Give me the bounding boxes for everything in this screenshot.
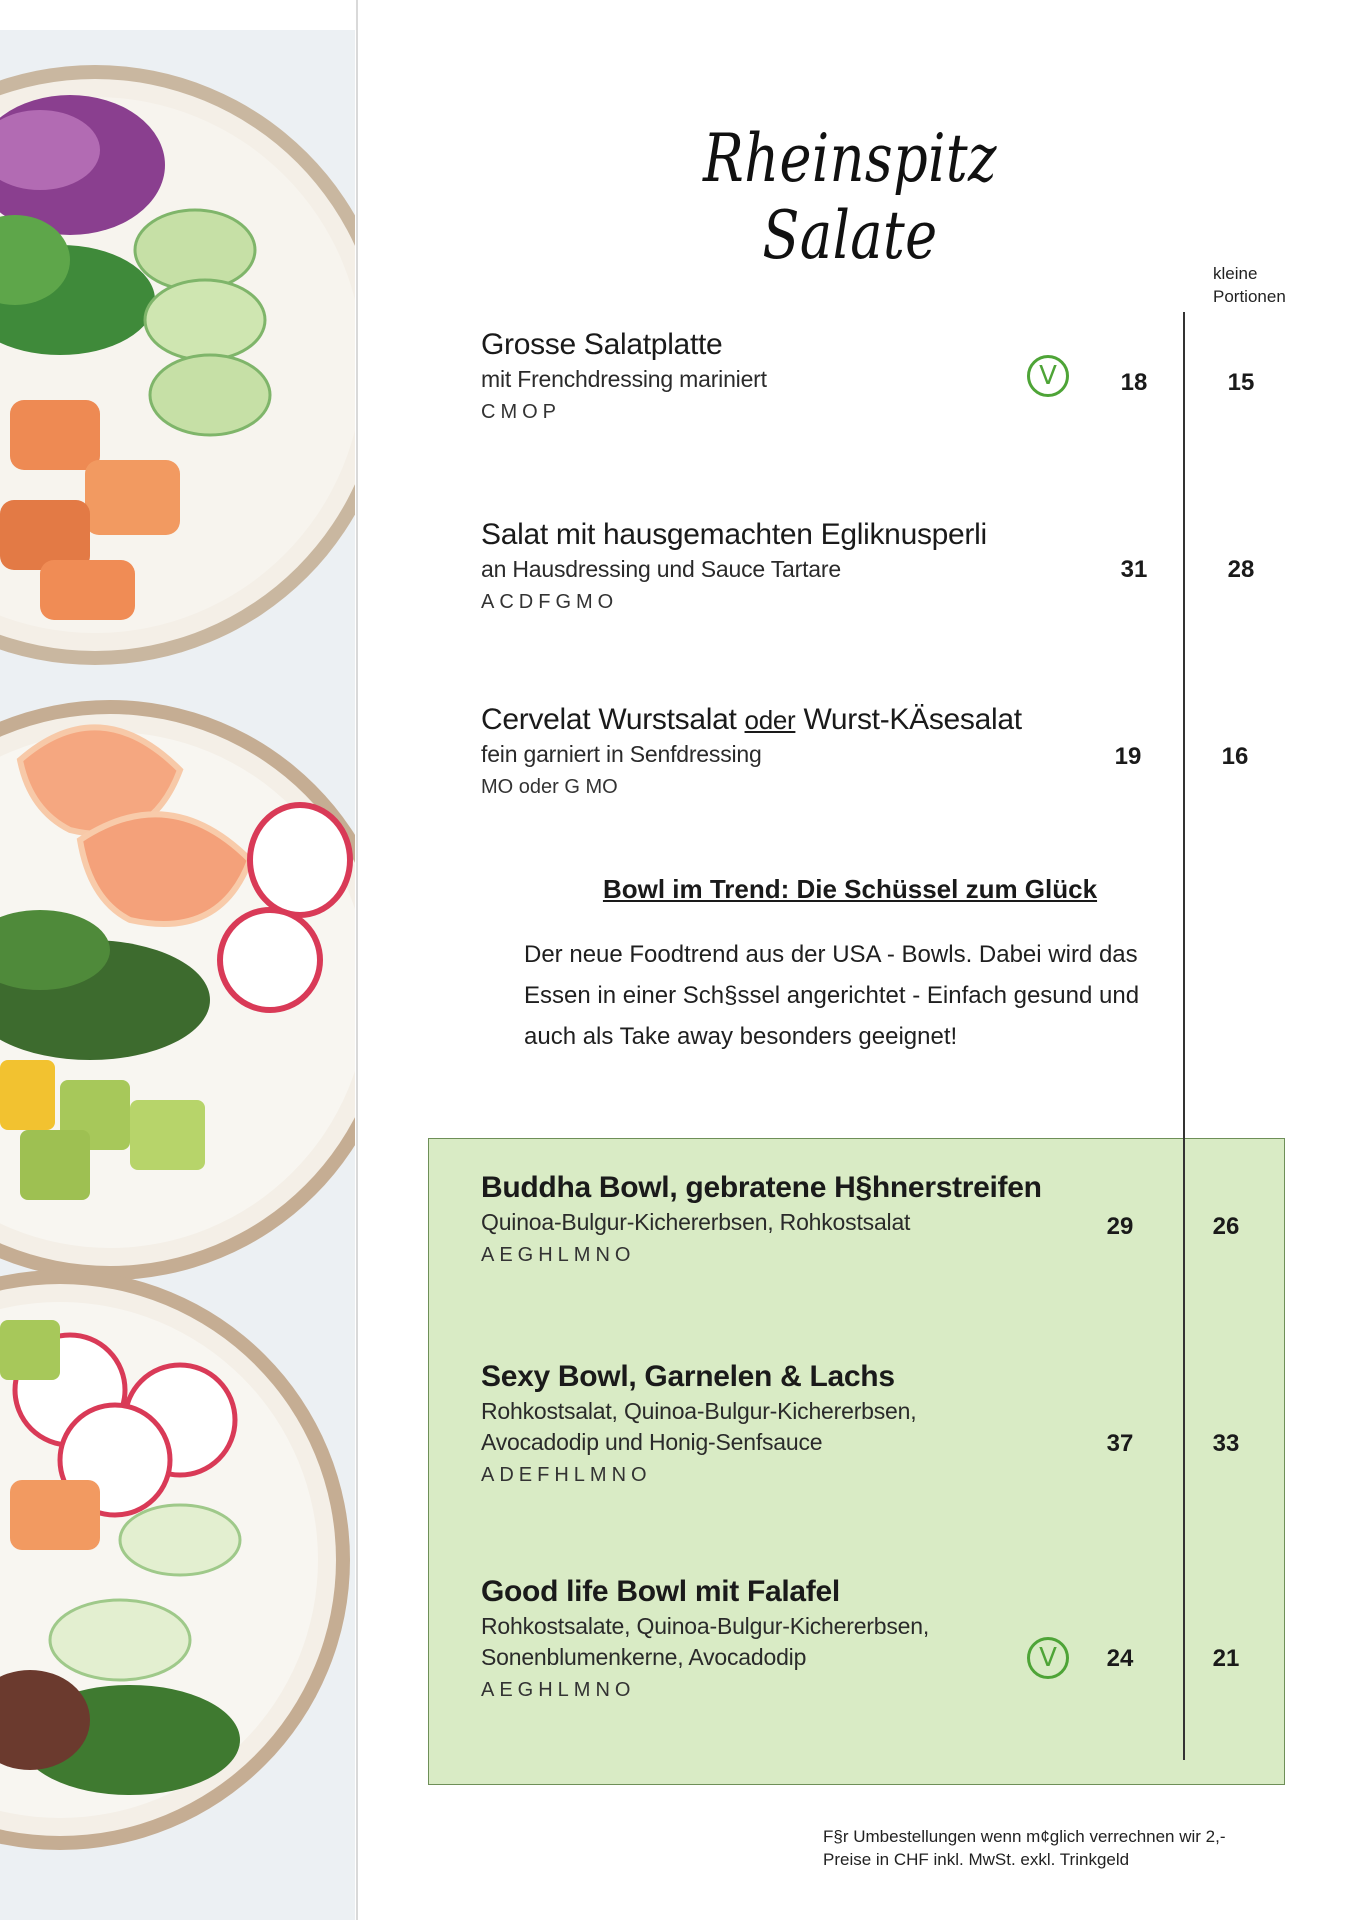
item-allergens: ADEFHLMNO: [481, 1464, 652, 1486]
price-small: 28: [1227, 556, 1255, 583]
price-regular: 31: [1120, 556, 1148, 583]
footer-line1: F§r Umbestellungen wenn m¢glich verrechnen wir 2,-: [823, 1827, 1226, 1846]
item-name: [481, 701, 1121, 739]
price-regular: 18: [1120, 369, 1148, 396]
page-title: Rheinspitz Salate: [703, 120, 997, 274]
footer-line2: Preise in CHF inkl. MwSt. exkl. Trinkgeld: [823, 1850, 1130, 1869]
item-description-line2: Avocadodip und Honig-Senfsauce: [481, 1429, 823, 1455]
price-small: 21: [1212, 1645, 1240, 1672]
price-small: 33: [1212, 1430, 1240, 1457]
item-name-separator: oder: [744, 705, 796, 735]
vegetarian-icon: V: [1027, 1637, 1069, 1679]
item-description-line1: Rohkostsalat, Quinoa-Bulgur-Kichererbsen,: [481, 1398, 917, 1424]
price-small: 16: [1221, 743, 1249, 770]
item-description-line1: Rohkostsalate, Quinoa-Bulgur-Kichererbsen,: [481, 1613, 930, 1639]
item-name: Buddha Bowl, gebratene H§hnerstreifen: [481, 1171, 1042, 1204]
small-portions-label: [1213, 262, 1286, 308]
menu-item-egliknusperli-salat: [481, 516, 1121, 619]
item-allergens: AEGHLMNO: [481, 1679, 636, 1701]
menu-item-wurstsalat: [481, 701, 1121, 804]
page-divider: [356, 0, 358, 1920]
menu-item-buddha-bowl: [481, 1169, 1121, 1272]
item-description: mit Frenchdressing mariniert: [481, 366, 767, 392]
item-name: Grosse Salatplatte: [481, 328, 723, 361]
item-allergens: MO oder G MO: [481, 776, 618, 798]
item-allergens: CMOP: [481, 401, 561, 423]
menu-item-good-life-bowl: [481, 1573, 1121, 1707]
item-allergens: AEGHLMNO: [481, 1244, 636, 1266]
bowl-image-salmon: [0, 65, 355, 665]
item-name: Good life Bowl mit Falafel: [481, 1575, 840, 1608]
item-description: an Hausdressing und Sauce Tartare: [481, 556, 841, 582]
food-photo-bowls: [0, 0, 355, 1920]
price-regular: 29: [1106, 1213, 1134, 1240]
item-description: Quinoa-Bulgur-Kichererbsen, Rohkostsalat: [481, 1209, 911, 1235]
price-regular: 37: [1106, 1430, 1134, 1457]
item-allergens: ACDFGMO: [481, 591, 619, 613]
price-small: 15: [1227, 369, 1255, 396]
vegetarian-icon: V: [1027, 355, 1069, 397]
menu-item-sexy-bowl: [481, 1358, 1121, 1492]
bowl-image-shrimp: [0, 700, 355, 1280]
small-portions-label-line1: kleine: [1213, 264, 1258, 283]
item-name: Salat mit hausgemachten Egliknusperli: [481, 518, 987, 551]
menu-item-grosse-salatplatte: [481, 326, 1121, 429]
item-description-line2: Sonenblumenkerne, Avocadodip: [481, 1644, 807, 1670]
footer-note: [823, 1825, 1226, 1871]
item-name-part2: Wurst-KÄsesalat: [803, 703, 1022, 736]
price-regular: 19: [1114, 743, 1142, 770]
item-description: fein garniert in Senfdressing: [481, 741, 762, 767]
price-regular: 24: [1106, 1645, 1134, 1672]
item-name-part1: Cervelat Wurstsalat: [481, 703, 737, 736]
item-name: Sexy Bowl, Garnelen & Lachs: [481, 1360, 895, 1393]
bowl-trend-description: Der neue Foodtrend aus der USA - Bowls. Dabei wird das Essen in einer Sch§ssel angerichtet - Einfach gesund und auch als Take away besonders geeignet!: [524, 941, 1140, 1050]
price-small: 26: [1212, 1213, 1240, 1240]
bowl-trend-heading: Bowl im Trend: Die Schüssel zum Glück: [602, 874, 1098, 904]
price-column-divider: [1183, 312, 1185, 1760]
small-portions-label-line2: Portionen: [1213, 287, 1286, 306]
